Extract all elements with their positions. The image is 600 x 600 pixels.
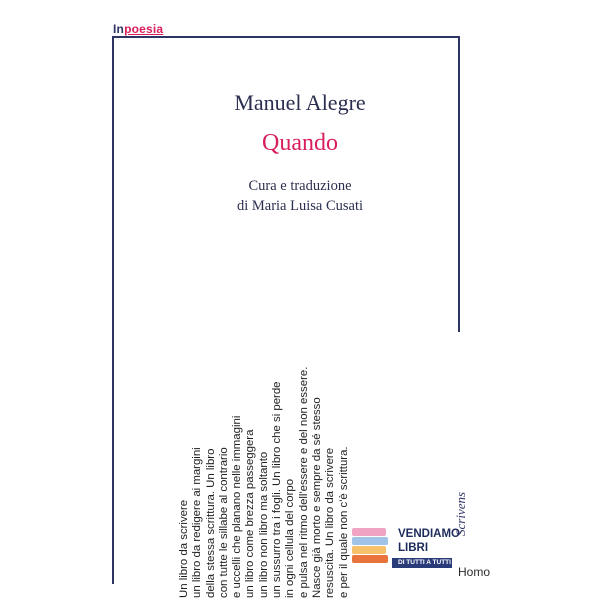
poem-line: resuscita. Un libro da scrivere <box>324 447 337 598</box>
series-name: poesia <box>124 22 164 36</box>
poem-lines <box>178 268 351 598</box>
poem-line: della stessa scrittura. Un libro <box>204 448 217 598</box>
badge-line-2: LIBRI <box>398 542 429 554</box>
vendiamo-libri-badge <box>352 516 460 586</box>
book-title: Quando <box>262 130 338 156</box>
credit-line-1: Cura e traduzione <box>248 178 352 194</box>
poem-line: un libro come brezza passeggera <box>244 429 257 598</box>
poem-line: e pulsa nel ritmo dell'essere e del non essere. <box>297 366 310 598</box>
translation-credit <box>0 176 600 216</box>
poem-line: in ogni cellula del corpo <box>284 478 297 598</box>
frame-line-top <box>112 36 460 38</box>
badge-line-1: VENDIAMO <box>398 528 460 540</box>
author-name: Manuel Alegre <box>234 90 366 115</box>
poem-line: Un libro da scrivere <box>178 499 190 598</box>
books-stack-icon <box>352 528 390 568</box>
poem-line: un libro da redigere ai margini <box>191 447 204 598</box>
publisher-vertical-text: Scrivens <box>453 491 468 536</box>
poem-line: Nasce già morto e sempre da sé stesso <box>310 397 323 598</box>
credit-line-2: di Maria Luisa Cusati <box>236 198 364 214</box>
poem-line: con tutte le sillabe al contrario <box>217 447 230 598</box>
publisher-word: Homo <box>458 565 491 579</box>
poem-line: un sussurro tra i fogli. Un libro che si perde <box>271 381 284 598</box>
series-prefix: In <box>113 22 125 36</box>
series-label <box>113 22 163 36</box>
badge-ribbon: DI TUTTI A TUTTI <box>392 558 452 568</box>
frame-line-left <box>112 36 114 584</box>
poem-line: un libro non libro ma soltanto <box>257 451 270 598</box>
poem-line: e uccelli che planano nelle immagini <box>231 415 244 598</box>
poem-line: e per il quale non c'è scrittura. <box>337 446 350 598</box>
